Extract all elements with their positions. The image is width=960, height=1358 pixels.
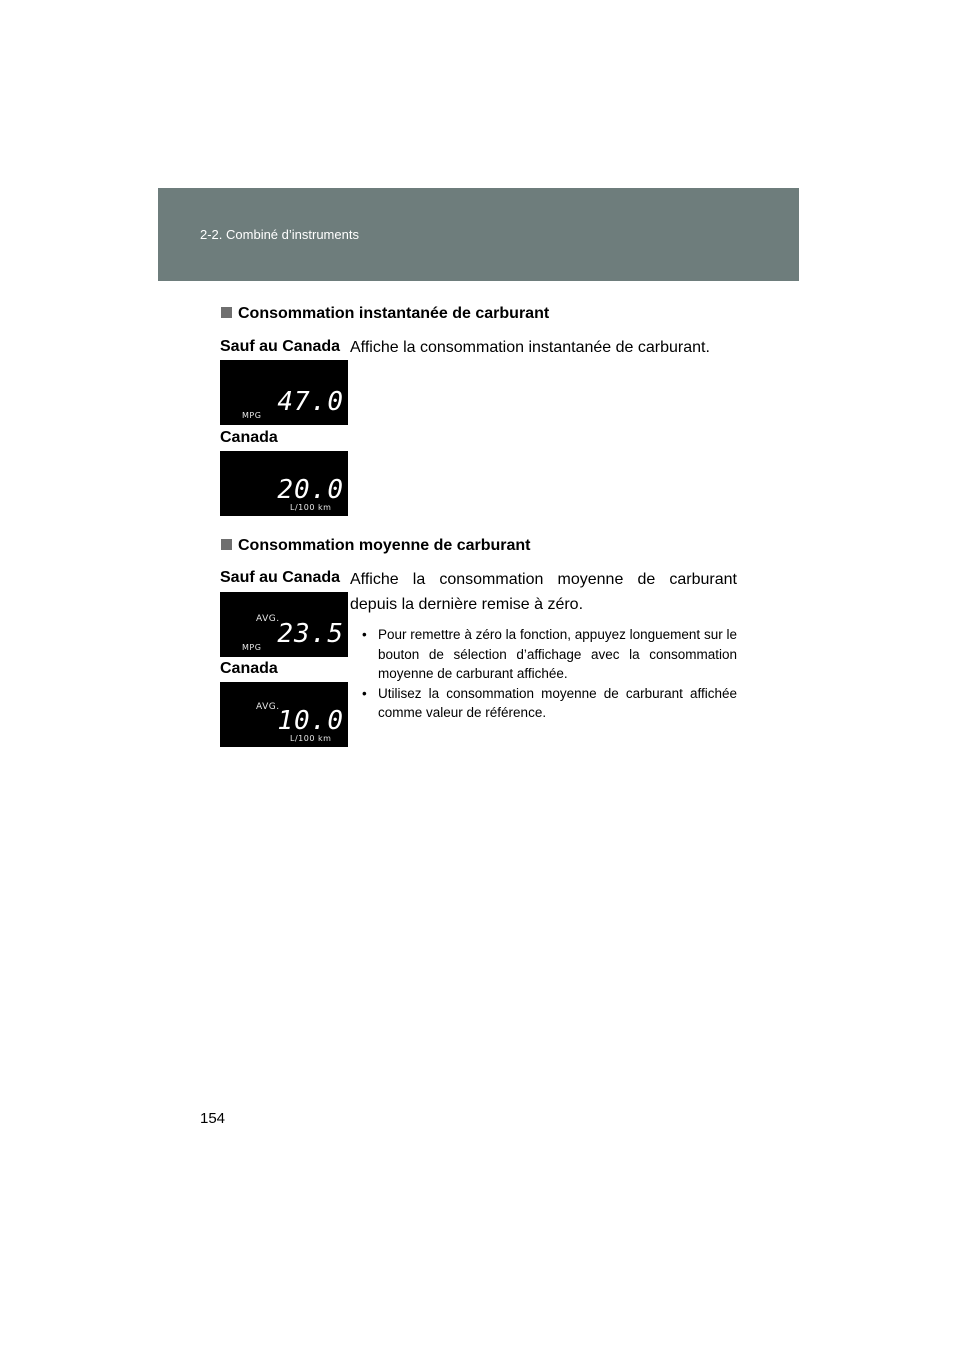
display-average-l100km [220,682,348,747]
display-unit: MPG [242,411,262,420]
bullet-dot-icon: • [362,627,367,642]
display-average-mpg [220,592,348,657]
label-canada-instant: Canada [220,429,278,446]
heading-instant [221,305,549,323]
square-bullet-icon [221,307,232,318]
display-unit: L/100 km [290,734,332,743]
label-except-canada-instant: Sauf au Canada [220,338,341,355]
bullet-list [362,625,737,723]
display-value: 20.0 [277,475,344,505]
display-instant-l100km [220,451,348,516]
display-value: 10.0 [277,706,344,736]
section-title: 2-2. Combiné d’instruments [200,227,359,242]
display-avg-label: AVG. [256,614,280,624]
display-value: 47.0 [277,387,344,417]
heading-average-text: Consommation moyenne de carburant [238,537,531,554]
heading-instant-text: Consommation instantanée de carburant [238,305,550,322]
list-item [362,684,737,723]
label-except-canada-average: Sauf au Canada [220,569,341,586]
bullet-dot-icon: • [362,685,367,701]
page-number: 154 [200,1110,226,1127]
list-item-text: Utilisez la consommation moyenne de carburant affichée comme valeur de référence. [378,685,737,720]
display-value: 23.5 [277,619,344,649]
square-bullet-icon [221,539,232,550]
heading-average [221,537,531,555]
list-item [362,625,737,684]
display-instant-mpg [220,360,348,425]
display-unit: L/100 km [290,503,332,512]
display-unit: MPG [242,643,262,652]
label-canada-average: Canada [220,660,278,677]
desc-average: Affiche la consommation moyenne de carburant depuis la dernière remise à zéro. [350,571,737,613]
display-avg-label: AVG. [256,702,280,712]
desc-instant: Affiche la consommation instantanée de carburant. [350,339,710,356]
list-item-text: Pour remettre à zéro la fonction, appuyez longuement sur le bouton de sélection d’affichage avec la consommation moyenne de carburant affichée. [378,627,737,681]
